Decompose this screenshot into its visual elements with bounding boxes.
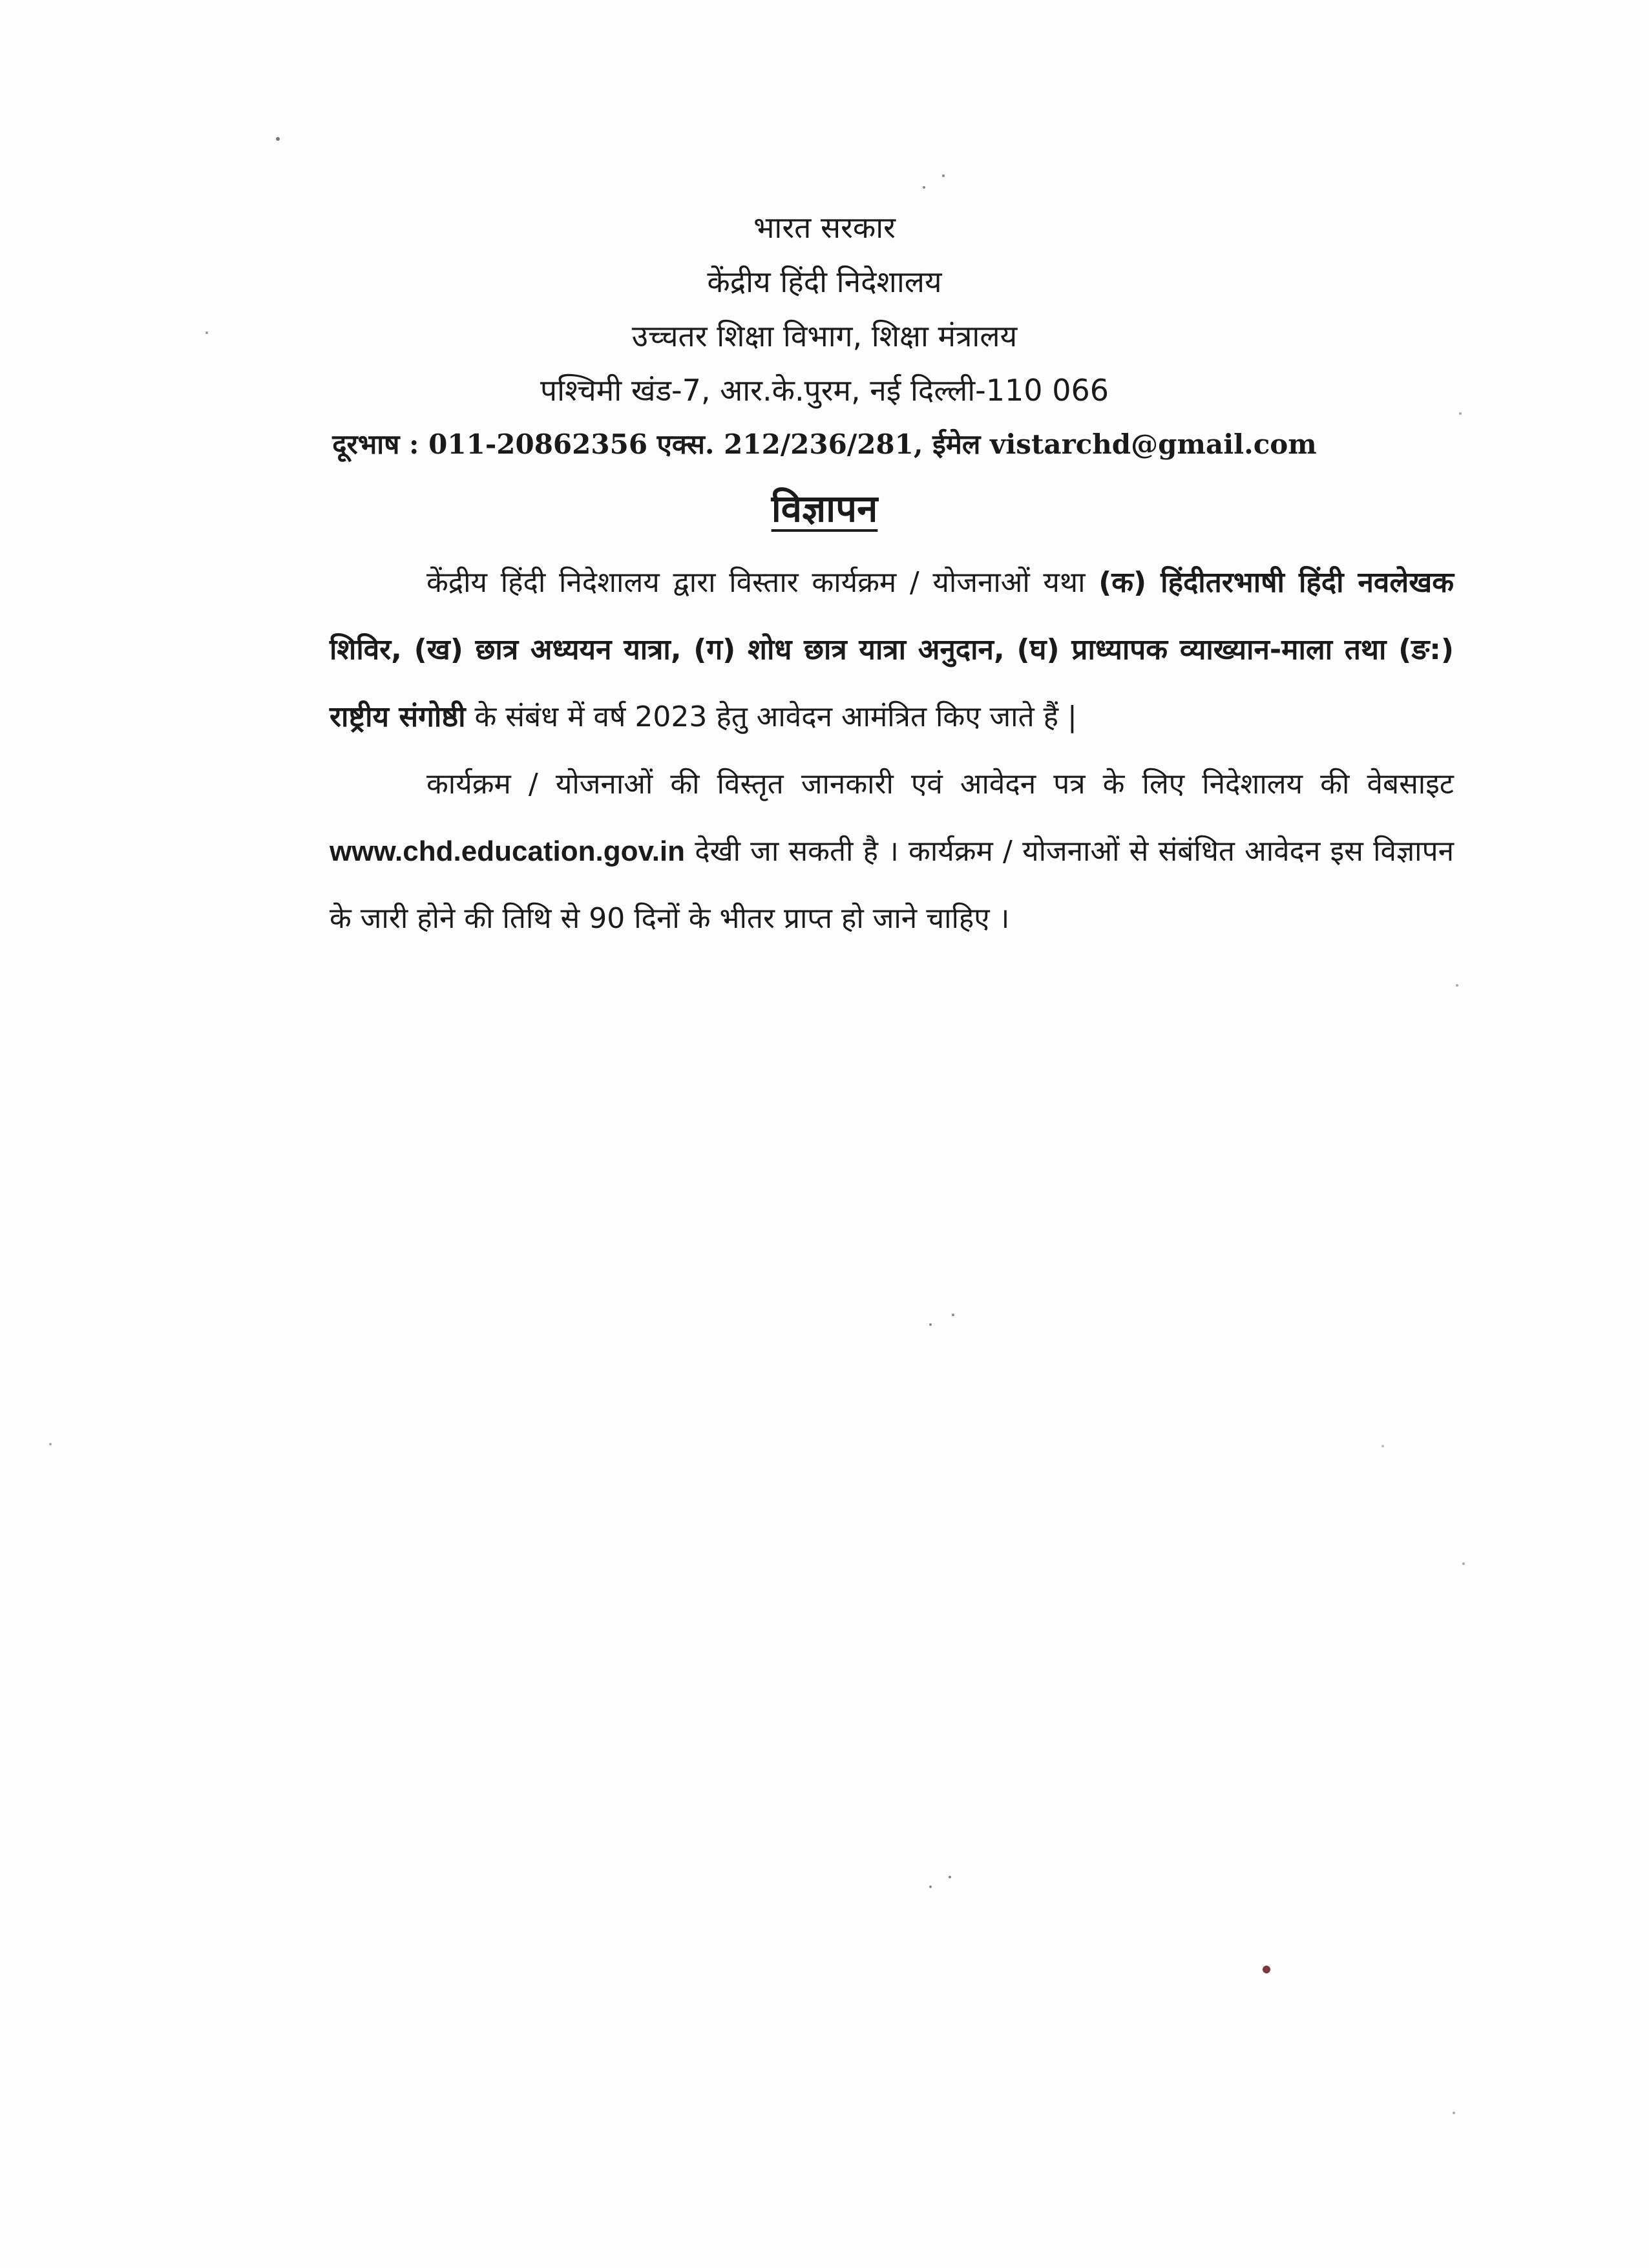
department-name: उच्चतर शिक्षा विभाग, शिक्षा मंत्रालय bbox=[631, 319, 1018, 353]
paragraph-text: के संबंध में वर्ष 2023 हेतु आवेदन आमंत्रित किए जाते हैं | bbox=[465, 700, 1077, 733]
govt-name: भारत सरकार bbox=[753, 210, 896, 245]
paragraph-text: देखी जा सकती है । कार्यक्रम / योजनाओं से संबंधित आवेदन इस विज्ञापन के जारी होने की तिथि से 90 दिनों के भीतर प्राप्त हो जाने चाहिए । bbox=[330, 835, 1454, 935]
contact-info: दूरभाष : 011-20862356 एक्स. 212/236/281, ईमेल vistarchd@gmail.com bbox=[332, 428, 1317, 460]
schemes-list: (क) हिंदीतरभाषी हिंदी नवलेखक शिविर, (ख) छात्र अध्ययन यात्रा, (ग) शोध छात्र यात्रा अनुदान, (घ) प्राध्यापक व्याख्यान-माला तथा (ङ:) राष्ट्रीय संगोष्ठी bbox=[330, 566, 1454, 733]
paragraph-text: कार्यक्रम / योजनाओं की विस्तृत जानकारी एवं आवेदन पत्र के लिए निदेशालय की वेबसाइट bbox=[426, 768, 1454, 801]
paragraph-details bbox=[330, 751, 1454, 952]
paragraph-invitation bbox=[330, 549, 1454, 751]
directorate-name: केंद्रीय हिंदी निदेशालय bbox=[707, 264, 942, 299]
page-title: विज्ञापन bbox=[771, 487, 878, 530]
website-url: www.chd.education.gov.in bbox=[330, 835, 686, 867]
advertisement-body bbox=[330, 549, 1454, 952]
paragraph-text: केंद्रीय हिंदी निदेशालय द्वारा विस्तार कार्यक्रम / योजनाओं यथा bbox=[426, 566, 1099, 599]
address: पश्चिमी खंड-7, आर.के.पुरम, नई दिल्ली-110 066 bbox=[540, 373, 1109, 408]
letterhead bbox=[0, 200, 1649, 472]
